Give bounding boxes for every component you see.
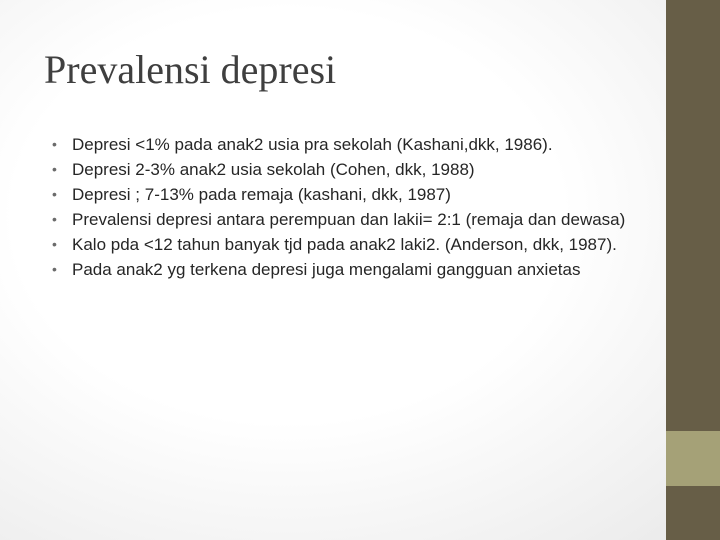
bullet-item: • Depresi ; 7-13% pada remaja (kashani, dkk, 1987)	[52, 182, 642, 207]
bullet-list	[52, 132, 642, 282]
bullet-item: • Pada anak2 yg terkena depresi juga mengalami gangguan anxietas	[52, 257, 642, 282]
sidebar-accent-block	[666, 431, 720, 486]
bullet-item: • Kalo pda <12 tahun banyak tjd pada anak2 laki2. (Anderson, dkk, 1987).	[52, 232, 642, 257]
bullet-item: • Depresi <1% pada anak2 usia pra sekolah (Kashani,dkk, 1986).	[52, 132, 642, 157]
bullet-item: • Depresi 2-3% anak2 usia sekolah (Cohen, dkk, 1988)	[52, 157, 642, 182]
slide-title: Prevalensi depresi	[44, 47, 337, 92]
decorative-sidebar	[666, 0, 720, 540]
bullet-item: • Prevalensi depresi antara perempuan dan lakii= 2:1 (remaja dan dewasa)	[52, 207, 642, 232]
